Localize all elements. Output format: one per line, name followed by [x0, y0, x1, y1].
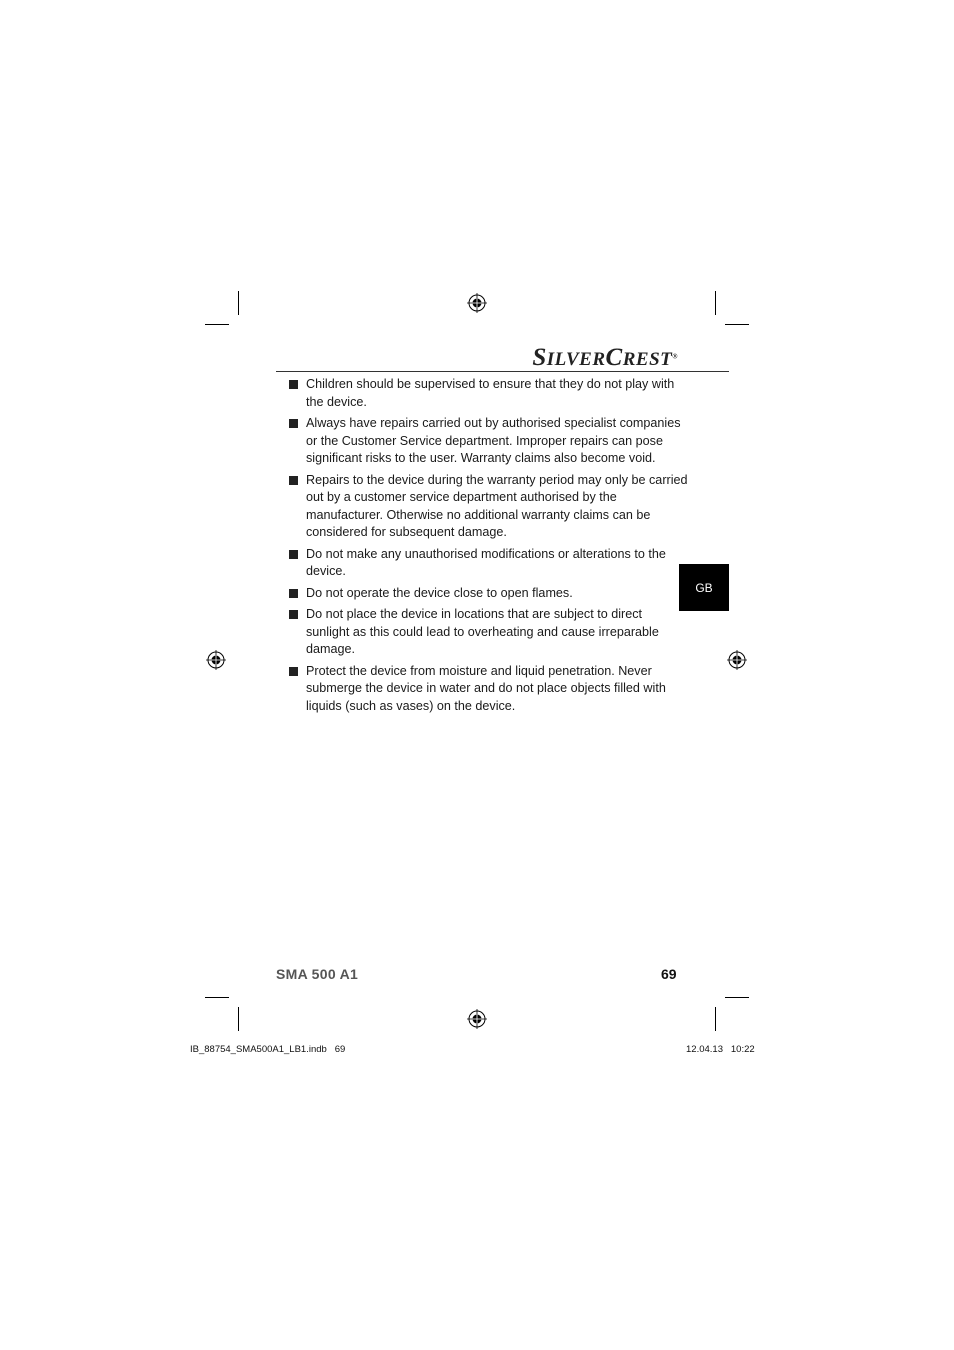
crop-mark	[238, 291, 239, 315]
list-item	[288, 585, 688, 603]
list-item-text: Always have repairs carried out by authorised specialist companies or the Customer Service department. Improper repairs can pose significant risks to the user. Warranty claims also become void.	[306, 416, 681, 465]
language-code: GB	[695, 580, 713, 595]
model-number: SMA 500 A1	[276, 966, 359, 982]
crop-mark	[715, 291, 716, 315]
logo-text: REST	[622, 349, 673, 370]
list-item-text: Do not make any unauthorised modifications or alterations to the device.	[306, 546, 666, 578]
list-item-text: Children should be supervised to ensure that they do not play with the device.	[306, 377, 675, 409]
square-bullet-icon	[289, 667, 298, 676]
crop-mark	[238, 1007, 239, 1031]
crop-mark	[205, 324, 229, 325]
registration-mark-icon	[467, 293, 487, 313]
registration-mark-icon	[467, 1009, 487, 1029]
list-item	[288, 663, 688, 716]
registration-mark-icon	[206, 650, 226, 670]
list-item-text: Do not operate the device close to open flames.	[306, 585, 573, 600]
square-bullet-icon	[289, 476, 298, 485]
safety-instructions-list	[288, 376, 688, 719]
logo-letter: S	[532, 344, 547, 371]
logo-letter: C	[605, 344, 623, 371]
square-bullet-icon	[289, 610, 298, 619]
print-slug-file: IB_88754_SMA500A1_LB1.indb 69	[190, 1044, 346, 1055]
list-item	[288, 546, 688, 581]
list-item-text: Do not place the device in locations that are subject to direct sunlight as this could lead to overheating and cause irreparable damage.	[306, 607, 659, 656]
list-item	[288, 472, 688, 542]
crop-mark	[205, 997, 229, 998]
square-bullet-icon	[289, 380, 298, 389]
list-item-text: Protect the device from moisture and liquid penetration. Never submerge the device in water and do not place objects filled with liquids (such as vases) on the device.	[306, 663, 666, 713]
print-slug-datetime: 12.04.13 10:22	[686, 1044, 755, 1055]
square-bullet-icon	[289, 589, 298, 598]
list-item	[288, 376, 688, 411]
crop-mark	[725, 997, 749, 998]
crop-mark	[715, 1007, 716, 1031]
list-item	[288, 606, 688, 659]
header-rule	[276, 371, 729, 372]
registered-mark: ®	[672, 352, 678, 361]
crop-mark	[725, 324, 749, 325]
list-item-text: Repairs to the device during the warranty period may only be carried out by a customer service department authorised by the manufacturer. Otherwise no additional warranty claims can be considered for subsequent damage.	[306, 472, 688, 539]
brand-logo	[532, 344, 678, 372]
logo-text: ILVER	[546, 349, 606, 370]
list-item	[288, 415, 688, 468]
language-tab	[679, 564, 729, 611]
square-bullet-icon	[289, 419, 298, 428]
page-number: 69	[661, 966, 677, 982]
registration-mark-icon	[727, 650, 747, 670]
square-bullet-icon	[289, 550, 298, 559]
